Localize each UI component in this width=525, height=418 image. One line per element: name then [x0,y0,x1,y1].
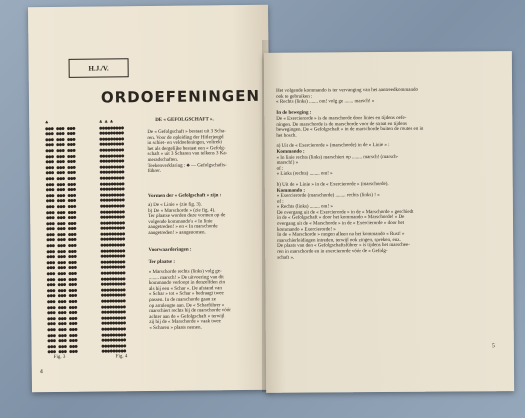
figure-3-caption: Fig. 3 [53,354,66,361]
vormen-heading: Vormen der « Gefolgschaft » zijn : [147,193,222,200]
page-number-right: 5 [491,343,495,350]
formation-diagram-left: ♣ ●●● ●●● ●●● ●●● ●●● ●●● ●●● ●●● ●●● ●●● ●●● ●●● ●●● ●●● ●●● ●●● ●●● ●●● ●●● ●●● ●●● ●●● ●●● ●●● ●●● ●●● ●●● ●●● ●●● ●●● ●●● ●●● ●●● ●●● ●●● ●●● ●●● ●●● ●●● ●●● ●●● ●●● ●●● ●●● ●●● ●●● ●●● ●●● ●●● ●●● ●●● ●●● ●●● ●●● ●●● ●●● ●●● ●●● ●●● ●●● ●●● ●●● ●●● ●●● ●●● ●●● ●●● ●●● ●●● ●●● ●●● ●●● ●●● ●●● ●●● ●●● ●●● ●●● ●●● ●●● ●●● ●●● ●●● ●●● ●●● ●●● ●●● ●●● ●●● ●●● ●●● ●●● ●●● ●●● ●●● ●●● ●●● ●●● ●●● ●●● ●●● ●●● ●●● ●●● ●●● ●●● ●●● ●●● ●●● ●●● ●●● ●●● ●●● ●●● ●●● ●●● ●●● ●●● ●●● ●●● ●●● ●●● ●●● [45,120,78,356]
voorwaarden-heading: Voorwaarderingen : [148,247,192,254]
page-number-left: 4 [39,369,43,376]
vormen-list: a) De « Linie » (zie fig. 3). b) De « Marschorde » (zie fig. 4). Ter plaatse worden deze vormen op de volgende kommando's « In linie aangetreden! » en « In marschorde aangetreden! » aangenomen. [148,202,226,236]
figure-4-caption: Fig. 4 [115,354,128,360]
left-page [28,5,272,392]
intro-text: De « Gefolgschaft » bestaat uit 3 Scha- ren. Voor de opleiding der Hitlerjeugd in schiet- en veldoefeningen, voltrekt het als dergelijke bestaat een « Gefolg- schaft » uit 3 Scharen van telkens 3 Ka- meradschaften. Teekenverklaring : ♣ — Gefolgschafts- führer. [147,129,228,175]
ter-plaatse-heading: Ter plaatse : [148,259,176,266]
right-page-text: Het volgende kommando is ter vervanging van het aantreedkommando ook te gebruiken : « Rechts (links) ....... om! volg ge ....... marsch! » In de beweging : De « Exercierorde » is de marschorde door linies en tijdens oefe- ningen. De marschorde is de marschorde voor de straat en tijdens bewegingen. De « Gefolgschaft » in de marschorde buiten de routes en in het bosch. a) Uit de « Exercierorde » (marschorde) in de « Linie » : Kommando : « In linie rechts (links) marschiert op ........ marsch! (marsch- marsch!) » of : « Links (rechts) ........ om! » b) Uit de « Linie » in de « Exercierorde » (marschorde). Kommando : « Exercierorde (marschorde) ........ rechts (links) ! » of : « Rechts (links) ........ om! » De overgang uit de « Exercierorde » in de « Marschorde » geschiedt in de « Gefolgschaft » door het kommando « Marschorde! » De overgang uit de « Marschorde » in de « Exercierorde » door het kommando « Exercierorde! » In de « Marschorde » mogen alleen na het kommando « Rust! » marschierleidingen intreden, terwijl ook zingen, spreken, enz. De plaats van den « Gefolgschaftsführer » is tijdens het marschee- ren in marschorde en in exercierorde vóór de « Gefolg- schaft ». [276,87,424,261]
section-heading: DE « GEFOLGSCHAFT ». [155,117,214,123]
page-title: ORDOEFENINGEN [100,86,261,107]
body-text: « Marschorde rechts (links) volg ge- ........ marsch! » De uitvoering van dit kommando verloopt in denzelfden zin als bij een « Schar ». De afstand van « Schar » tot « Schar » bedraagt twee passen. In de marschorde gaan ze op armlengte aan. De « Scharführer » marschiert rechts bij de marschorde vóór achter aan de « Gefolgschaft » terwijl zij bij de « Marschorde » vaak twee « Scharen » plaats nemen. [148,269,231,331]
right-page [264,51,514,393]
page-tag: H.J./V. [69,58,129,78]
formation-diagram-right: ♣ ♣ ♣ ●●●●●●●●● ●●●●●●●●● ●●●●●●●●● ●●●●●●●●● ●●●●●●●●● ●●●●●●●●● ●●●●●●●●● ●●●●●●●●● ●●●●●●●●● ●●●●●●●●● ●●●●●●●●● ●●●●●●●●● ●●●●●●●●● ●●●●●●●●● ●●●●●●●●● ●●●●●●●●● ●●●●●●●●● ●●●●●●●●● ●●●●●●●●● ●●●●●●●●● ●●●●●●●●● ●●●●●●●●● ●●●●●●●●● ●●●●●●●●● ●●●●●●●●● ●●●●●●●●● ●●●●●●●●● ●●●●●●●●● ●●●●●●●●● ●●●●●●●●● ●●●●●●●●● ●●●●●●●●● ●●●●●●●●● ●●●●●●●●● ●●●●●●●●● ●●●●●●●●● ●●●●●●●●● ●●●●●●●●● ●●●●●●●●● ●●●●●●●●● ●●●●●●●●● [99,119,127,355]
